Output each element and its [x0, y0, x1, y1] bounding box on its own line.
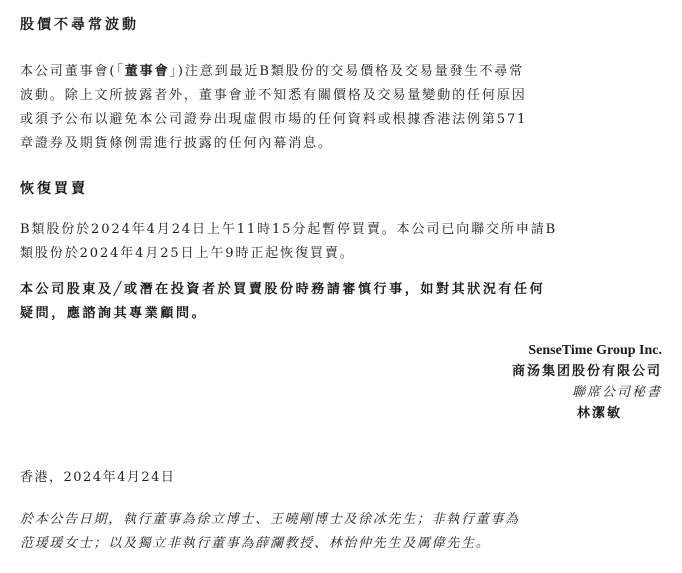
text-segment: 」)注意到最近B類股份的交易價格及交易量發生不尋常: [169, 64, 525, 79]
signatory-role: 聯席公司秘書: [571, 385, 662, 400]
place-and-date: 香港，2024年4月24日: [20, 470, 176, 485]
signatory-name: 林潔敏: [576, 406, 622, 421]
heading-resumption: 恢復買賣: [20, 181, 88, 197]
paragraph-line: 或須予公布以避免本公司證券出現虛假市場的任何資料或根據香港法例第571: [20, 112, 528, 127]
paragraph-unusual-movement: [20, 60, 662, 156]
paragraph-line: 本公司股東及╱或潛在投資者於買賣股份時務請審慎行事，如對其狀況有任何: [20, 282, 546, 297]
defined-term-board: 董事會: [124, 64, 170, 79]
note-line: 范瑗瑗女士；以及獨立非執行董事為薛瀾教授、林怡仲先生及厲偉先生。: [20, 536, 491, 551]
company-name-en: SenseTime Group Inc.: [528, 343, 662, 358]
announcement-body: [20, 14, 662, 326]
signature-block: [512, 340, 662, 424]
paragraph-line: 疑問，應諮詢其專業顧問。: [20, 306, 208, 321]
note-line: 於本公告日期，執行董事為徐立博士、王曉剛博士及徐冰先生；非執行董事為: [20, 512, 520, 527]
company-name-cn: 商汤集团股份有限公司: [511, 364, 662, 379]
paragraph-line: 波動。除上文所披露者外，董事會並不知悉有關價格及交易量變動的任何原因: [20, 88, 527, 103]
paragraph-line: [20, 60, 662, 84]
paragraph-line: 類股份於2024年4月25日上午9時正起恢復買賣。: [20, 246, 355, 261]
paragraph-line: 章證券及期貨條例需進行披露的任何內幕消息。: [20, 136, 333, 151]
heading-unusual-movement: 股價不尋常波動: [20, 17, 139, 33]
text-segment: 本公司董事會(「: [20, 64, 125, 79]
board-composition-note: [20, 508, 662, 556]
paragraph-line: B類股份於2024年4月24日上午11時15分起暫停買賣。本公司已向聯交所申請B: [20, 222, 558, 237]
paragraph-resumption: [20, 218, 662, 266]
paragraph-caution: [20, 278, 662, 326]
